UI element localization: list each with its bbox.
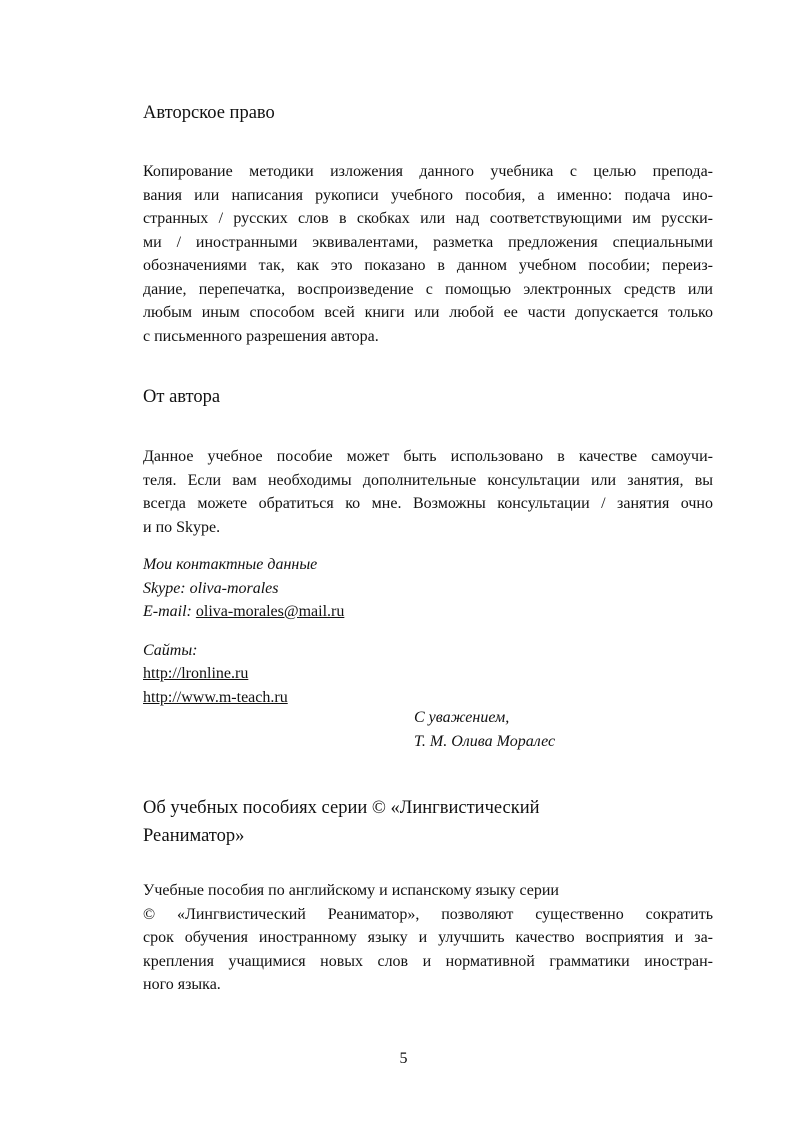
email-label: E-mail: — [143, 603, 192, 620]
paragraph-series — [143, 879, 713, 997]
text-line: обозначениями так, как это показано в данном учебном пособии; переиз- — [143, 257, 713, 274]
text-line: ного языка. — [143, 976, 221, 993]
heading-line: Реаниматор» — [143, 826, 245, 846]
heading-from-author: От автора — [143, 387, 221, 407]
text-line: любым иным способом всей книги или любой ее части допускается только — [143, 304, 713, 321]
text-line: всегда можете обратиться ко мне. Возможны консультации / занятия очно — [143, 495, 713, 512]
text-line: срок обучения иностранному языку и улучшить качество восприятия и за- — [143, 929, 713, 946]
page-number: 5 — [399, 1050, 408, 1067]
text-line: с письменного разрешения автора. — [143, 327, 379, 345]
text-line: Учебные пособия по английскому и испанскому языку серии — [143, 882, 559, 899]
email-link[interactable]: oliva-morales@mail.ru — [195, 603, 345, 620]
signature-name: Т. М. Олива Моралес — [414, 732, 556, 750]
site-link-lronline[interactable]: http://lronline.ru — [143, 665, 249, 682]
text-line: странных / русских слов в скобках или над соответствующими им русски- — [143, 210, 713, 227]
text-line: Данное учебное пособие может быть использовано в качестве самоучи- — [143, 448, 713, 465]
text-line: и по Skype. — [143, 518, 221, 536]
skype-contact: Skype: oliva-morales — [143, 579, 279, 597]
text-line: ми / иностранными эквивалентами, разметка предложения специальными — [143, 233, 713, 251]
signature-regards: С уважением, — [414, 709, 510, 726]
text-line: Копирование методики изложения данного учебника с целью препода- — [143, 163, 713, 180]
paragraph-copyright — [143, 160, 713, 348]
site-link-m-teach[interactable]: http://www.m-teach.ru — [143, 688, 288, 706]
text-line: вания или написания рукописи учебного пособия, а именно: подача ино- — [143, 186, 713, 204]
paragraph-from-author — [143, 445, 713, 539]
contacts-block — [143, 553, 713, 709]
heading-line: Об учебных пособиях серии © «Лингвистический — [143, 798, 540, 818]
heading-copyright: Авторское право — [143, 103, 275, 123]
heading-series — [143, 794, 713, 850]
sites-title: Сайты: — [143, 641, 198, 659]
text-line: крепления учащимися новых слов и нормативной грамматики иностран- — [143, 952, 713, 970]
text-line: дание, перепечатка, воспроизведение с помощью электронных средств или — [143, 280, 713, 298]
contacts-title: Мои контактные данные — [143, 556, 318, 573]
text-line: © «Лингвистический Реаниматор», позволяют существенно сократить — [143, 905, 713, 923]
signature — [414, 706, 714, 753]
text-line: теля. Если вам необходимы дополнительные консультации или занятия, вы — [143, 471, 713, 489]
